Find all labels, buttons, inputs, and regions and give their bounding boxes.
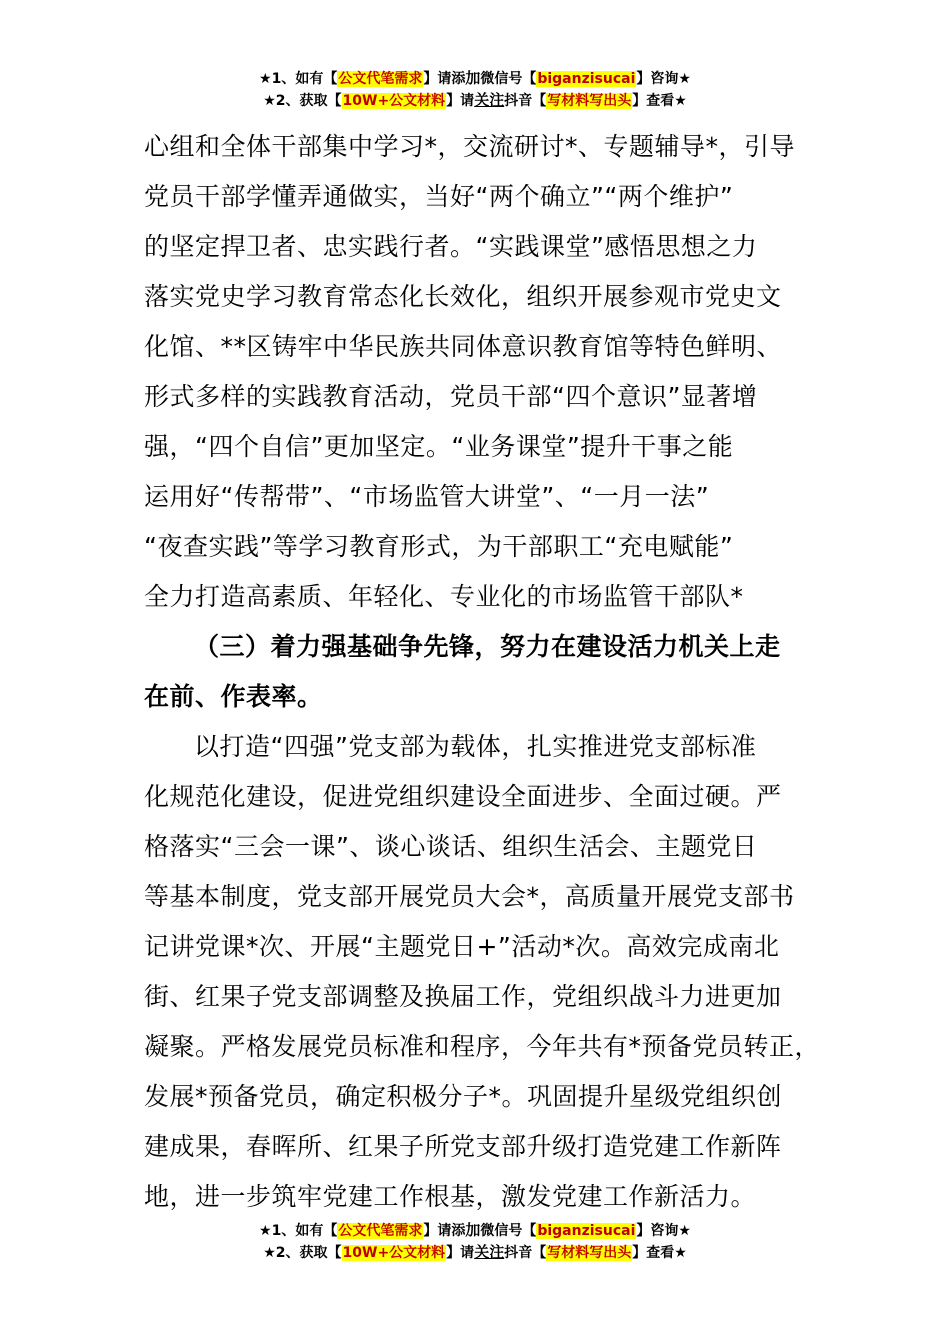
header-banner xyxy=(0,69,950,113)
banner1-prefix: ★1、如有【 xyxy=(259,71,338,87)
banner-line-2 xyxy=(0,1243,950,1265)
section-heading-continued: 在前、作表率。 xyxy=(144,682,323,711)
banner1-middle2: 微信号【 xyxy=(480,1223,537,1239)
body-line: 落实党史学习教育常态化长效化，组织开展参观市党史文 xyxy=(144,282,782,311)
banner1-suffix: 】咨询★ xyxy=(636,1223,691,1239)
document-body xyxy=(144,122,834,1222)
banner2-suffix: 】查看★ xyxy=(632,1245,687,1261)
body-line: 全力打造高素质、年轻化、专业化的市场监管干部队* xyxy=(144,582,744,611)
footer-banner xyxy=(0,1221,950,1265)
banner1-prefix: ★1、如有【 xyxy=(259,1223,338,1239)
body-line: 化规范化建设，促进党组织建设全面进步、全面过硬。严 xyxy=(144,782,782,811)
body-line: 心组和全体干部集中学习*，交流研讨*、专题辅导*，引导 xyxy=(144,132,796,161)
body-line: 格落实“三会一课”、谈心谈话、组织生活会、主题党日 xyxy=(144,832,758,861)
body-line: 党员干部学懂弄通做实，当好“两个确立”“两个维护” xyxy=(144,182,734,211)
banner1-middle: 】请添 xyxy=(423,1223,466,1239)
banner1-suffix: 】咨询★ xyxy=(636,71,691,87)
banner-line-2 xyxy=(0,91,950,113)
banner1-highlight-wechat: biganzisucai xyxy=(537,71,636,87)
banner2-middle: 】请 xyxy=(446,1245,475,1261)
banner1-strong: 加 xyxy=(465,69,481,87)
body-line: 建成果，春晖所、红果子所党支部升级打造党建工作新阵 xyxy=(144,1132,782,1161)
banner1-highlight-service: 公文代笔需求 xyxy=(338,1223,423,1239)
banner2-prefix: ★2、获取【 xyxy=(263,1245,342,1261)
body-line: “夜查实践”等学习教育形式，为干部职工“充电赋能” xyxy=(144,532,734,561)
banner2-highlight-douyin: 写材料写出头 xyxy=(547,1245,632,1261)
body-line: 发展*预备党员，确定积极分子*。巩固提升星级党组织创 xyxy=(144,1082,783,1111)
body-line: 地，进一步筑牢党建工作根基，激发党建工作新活力。 xyxy=(144,1182,757,1211)
body-line: 强，“四个自信”更加坚定。“业务课堂”提升干事之能 xyxy=(144,432,734,461)
banner2-middle: 】请 xyxy=(446,93,475,109)
body-line: 的坚定捍卫者、忠实践行者。“实践课堂”感悟思想之力 xyxy=(144,232,758,261)
banner2-strong: 关注 xyxy=(474,1243,505,1261)
banner2-highlight-materials: 10W+公文材料 xyxy=(342,93,446,109)
banner1-highlight-wechat: biganzisucai xyxy=(537,1223,636,1239)
banner2-suffix: 】查看★ xyxy=(632,93,687,109)
banner2-highlight-materials: 10W+公文材料 xyxy=(342,1245,446,1261)
banner2-middle2: 抖音【 xyxy=(504,1245,547,1261)
body-line: 运用好“传帮带”、“市场监管大讲堂”、“一月一法” xyxy=(144,482,710,511)
banner2-prefix: ★2、获取【 xyxy=(263,93,342,109)
banner1-middle: 】请添 xyxy=(423,71,466,87)
body-line: 记讲党课*次、开展“主题党日+”活动*次。高效完成南北 xyxy=(144,932,780,961)
banner1-strong: 加 xyxy=(465,1221,481,1239)
banner2-strong: 关注 xyxy=(474,91,505,109)
banner-line-1 xyxy=(0,1221,950,1243)
banner2-middle2: 抖音【 xyxy=(504,93,547,109)
paragraph-first-line: 以打造“四强”党支部为载体，扎实推进党支部标准 xyxy=(194,732,757,761)
banner1-highlight-service: 公文代笔需求 xyxy=(338,71,423,87)
body-line: 街、红果子党支部调整及换届工作，党组织战斗力进更加 xyxy=(144,982,782,1011)
banner1-middle2: 微信号【 xyxy=(480,71,537,87)
body-line: 形式多样的实践教育活动，党员干部“四个意识”显著增 xyxy=(144,382,758,411)
section-heading: （三）着力强基础争先锋，努力在建设活力机关上走 xyxy=(194,632,781,661)
banner2-highlight-douyin: 写材料写出头 xyxy=(547,93,632,109)
body-line: 化馆、**区铸牢中华民族共同体意识教育馆等特色鲜明、 xyxy=(144,332,783,361)
body-line: 等基本制度，党支部开展党员大会*，高质量开展党支部书 xyxy=(144,882,795,911)
banner-line-1 xyxy=(0,69,950,91)
body-line: 凝聚。严格发展党员标准和程序，今年共有*预备党员转正， xyxy=(144,1032,821,1061)
